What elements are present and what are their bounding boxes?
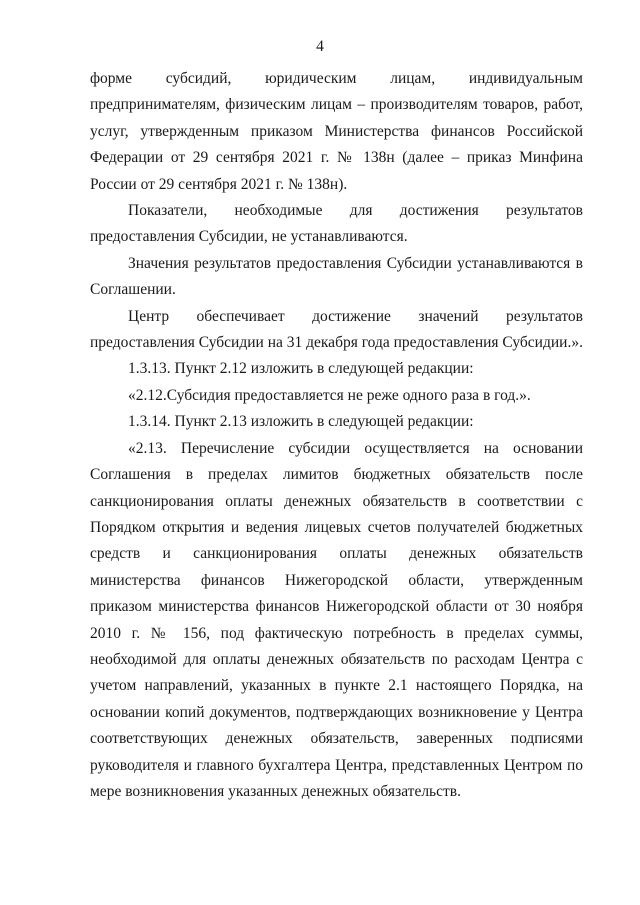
paragraph-item-1-3-13: 1.3.13. Пункт 2.12 изложить в следующей редакции: (128, 360, 474, 378)
paragraph-indicators: Показатели, необходимые для достижения результатов предоставления Субсидии, не устанавливаются. (90, 202, 583, 246)
document-body (90, 66, 583, 805)
paragraph-clause-2-12: «2.12.Субсидия предоставляется не реже одного раза в год.». (128, 386, 531, 404)
paragraph-clause-2-13: «2.13. Перечисление субсидии осуществляется на основании Соглашения в пределах лимитов бюджетных обязательств после санкционирования оплаты денежных обязательств в соответствии с Порядком открытия и ведения лицевых счетов получателей бюджетных средств и санкционирования оплаты денежных обязательств министерства финансов Нижегородской области, утвержденным приказом министерства финансов Нижегородской области от 30 ноября 2010 г. № 156, под фактическую потребность в пределах суммы, необходимой для оплаты денежных обязательств по расходам Центра с учетом направлений, указанных в пункте 2.1 настоящего Порядка, на основании копий документов, подтверждающих возникновение у Центра соответствующих денежных обязательств, заверенных подписями руководителя и главного бухгалтера Центра, представленных Центром по мере возникновения указанных денежных обязательств. (90, 439, 583, 800)
paragraph-continuation: форме субсидий, юридическим лицам, индивидуальным предпринимателям, физическим лицам – производителям товаров, работ, услуг, утвержденным приказом Министерства финансов Российской Федерации от 29 сентября 2021 г. № 138н (далее – приказ Минфина России от 29 сентября 2021 г. № 138н). (90, 70, 583, 193)
paragraph-center-ensures: Центр обеспечивает достижение значений результатов предоставления Субсидии на 31 декабря года предоставления Субсидии.». (90, 307, 583, 352)
page-number: 4 (316, 38, 324, 55)
paragraph-result-values: Значения результатов предоставления Субсидии устанавливаются в Соглашении. (90, 254, 583, 299)
paragraph-item-1-3-14: 1.3.14. Пункт 2.13 изложить в следующей редакции: (128, 413, 474, 431)
